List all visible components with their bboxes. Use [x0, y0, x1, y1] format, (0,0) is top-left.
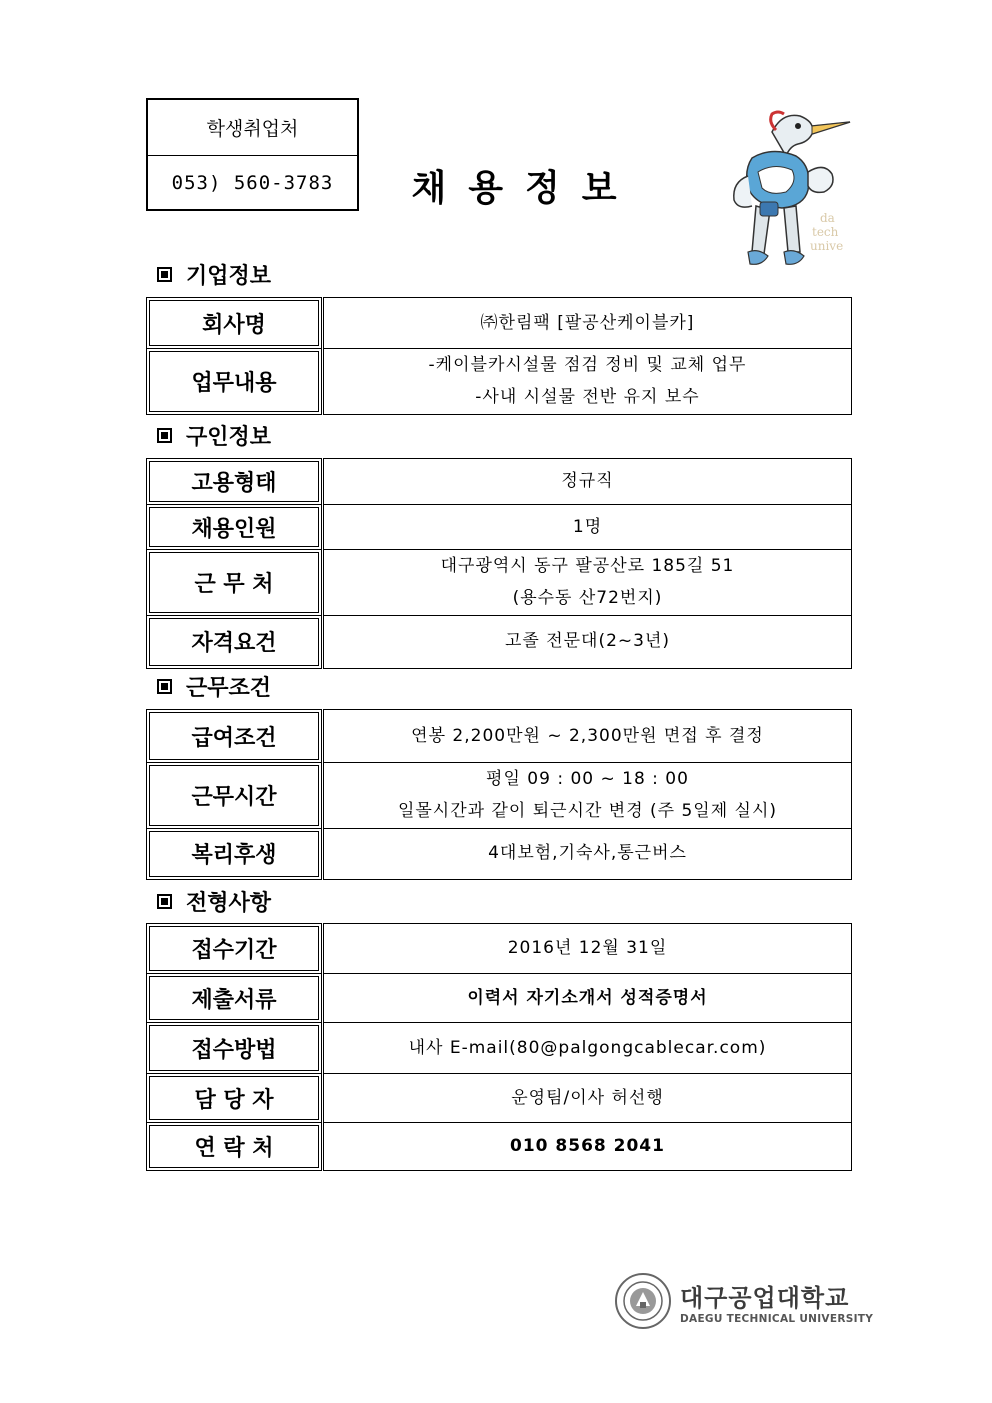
row-value: 010 8568 2041 — [323, 1123, 852, 1171]
company-info-table — [146, 297, 852, 415]
table-row — [147, 1074, 852, 1123]
square-bullet-icon — [157, 428, 172, 443]
row-value: 2016년 12월 31일 — [323, 924, 852, 974]
row-label: 연 락 처 — [147, 1123, 323, 1171]
university-name-en: DAEGU TECHNICAL UNIVERSITY — [680, 1312, 874, 1325]
contact-phone: 053) 560-3783 — [171, 171, 334, 194]
table-row — [147, 550, 852, 616]
row-value: 내사 E-mail(80@palgongcablecar.com) — [323, 1023, 852, 1074]
conditions-info-table — [146, 709, 852, 880]
row-value: -케이블카시설물 점검 정비 및 교체 업무 -사내 시설물 전반 유지 보수 — [323, 349, 852, 415]
svg-text:unive: unive — [810, 239, 844, 253]
row-value: 평일 09 : 00 ~ 18 : 00 일몰시간과 같이 퇴근시간 변경 (주 5일제 실시) — [323, 763, 852, 829]
svg-text:da: da — [820, 211, 835, 225]
university-seal-icon — [614, 1272, 672, 1330]
square-bullet-icon — [157, 267, 172, 282]
row-label: 접수방법 — [147, 1023, 323, 1074]
row-label: 자격요건 — [147, 615, 323, 668]
table-row — [147, 974, 852, 1023]
screening-info-table — [146, 923, 852, 1171]
row-value: 고졸 전문대(2~3년) — [323, 615, 852, 668]
section-heading-recruit: 구인정보 — [157, 420, 271, 451]
row-value: 정규직 — [323, 459, 852, 505]
table-row — [147, 763, 852, 829]
svg-text:tech: tech — [812, 225, 839, 239]
row-value: 연봉 2,200만원 ~ 2,300만원 면접 후 결정 — [323, 710, 852, 763]
row-value: ㈜한림팩 [팔공산케이블카] — [323, 298, 852, 349]
row-label: 근 무 처 — [147, 550, 323, 616]
row-label: 근무시간 — [147, 763, 323, 829]
square-bullet-icon — [157, 679, 172, 694]
table-row — [147, 710, 852, 763]
table-row — [147, 1023, 852, 1074]
table-row — [147, 298, 852, 349]
recruit-info-table — [146, 458, 852, 669]
university-logo — [614, 1272, 873, 1330]
table-row — [147, 828, 852, 879]
page-title: 채용정보 — [411, 167, 639, 209]
row-value: 운영팀/이사 허선행 — [323, 1074, 852, 1123]
row-label: 채용인원 — [147, 505, 323, 550]
table-row — [147, 459, 852, 505]
table-row — [147, 615, 852, 668]
university-name-ko: 대구공업대학교 — [680, 1283, 850, 1312]
row-label: 업무내용 — [147, 349, 323, 415]
row-label: 접수기간 — [147, 924, 323, 974]
row-value: 대구광역시 동구 팔공산로 185길 51 (용수동 산72번지) — [323, 550, 852, 616]
row-label: 제출서류 — [147, 974, 323, 1023]
table-row — [147, 1123, 852, 1171]
section-heading-conditions: 근무조건 — [157, 671, 271, 702]
table-row — [147, 349, 852, 415]
row-value: 4대보험,기숙사,통근버스 — [323, 828, 852, 879]
row-value: 1명 — [323, 505, 852, 550]
row-label: 급여조건 — [147, 710, 323, 763]
table-row — [147, 924, 852, 974]
section-heading-company: 기업정보 — [157, 259, 271, 290]
row-label: 고용형태 — [147, 459, 323, 505]
square-bullet-icon — [157, 894, 172, 909]
mascot-illustration — [712, 102, 852, 292]
row-value: 이력서 자기소개서 성적증명서 — [323, 974, 852, 1023]
section-heading-screening: 전형사항 — [157, 886, 271, 917]
contact-box — [146, 98, 359, 211]
table-row — [147, 505, 852, 550]
row-label: 담 당 자 — [147, 1074, 323, 1123]
row-label: 복리후생 — [147, 828, 323, 879]
contact-label: 학생취업처 — [148, 100, 357, 156]
row-label: 회사명 — [147, 298, 323, 349]
